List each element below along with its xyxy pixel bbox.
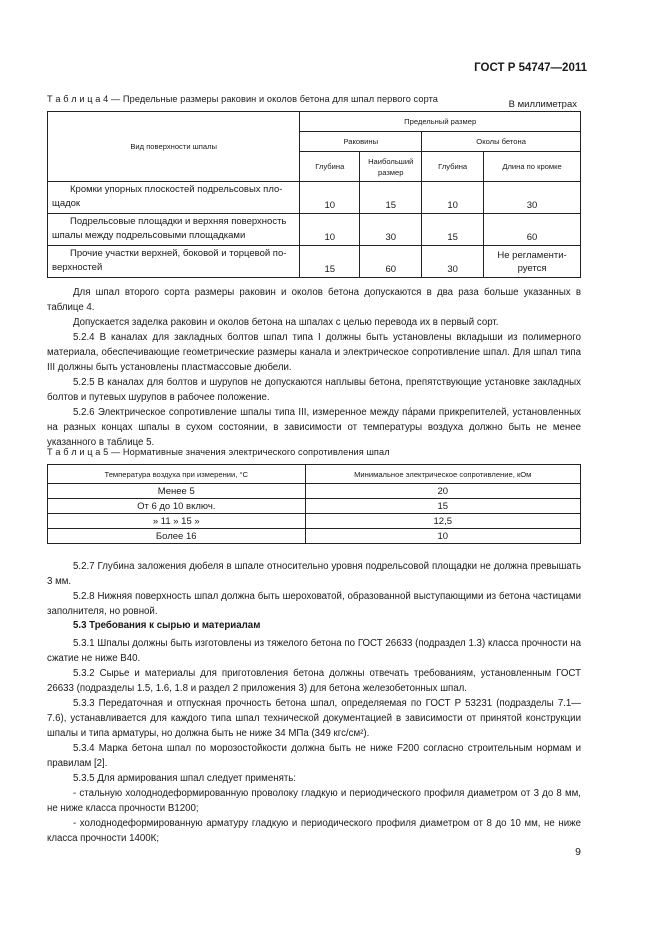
table4-header-maxsize: Наибольший размер <box>360 152 422 182</box>
paragraph: 5.3.5 Для армирования шпал следует применять: <box>73 773 297 784</box>
table-row <box>48 484 581 499</box>
list-item: - стальную холоднодеформированную проволоку гладкую и периодического профиля диаметром от 3 до 8 мм, не ниже класса прочности В1200; <box>47 788 581 814</box>
table-row <box>48 182 581 214</box>
table-row <box>48 246 581 278</box>
table4-row-label: Кромки упорных плоскостей подрельсовых пло- щадок <box>48 182 300 214</box>
table4-header-surface: Вид поверхности шпалы <box>48 112 300 182</box>
table4-header-depth1: Глубина <box>300 152 360 182</box>
paragraph: 5.3.2 Сырье и материалы для приготовления бетона должны отвечать требованиям, установленным ГОСТ 26633 (подразделы 1.5, 1.6, 1.8 и раздел 2 приложения 3) для бетона железобетонных шпал. <box>47 668 581 694</box>
table4-caption: Т а б л и ц а 4 — Предельные размеры раковин и околов бетона для шпал первого сорта <box>47 94 438 104</box>
table4-cell: 10 <box>300 182 360 214</box>
table4 <box>47 111 581 278</box>
table4-header-depth2: Глубина <box>422 152 484 182</box>
page-number: 9 <box>575 846 581 858</box>
table4-cell: 15 <box>422 214 484 246</box>
table5-temp: » 11 » 15 » <box>48 514 306 529</box>
paragraph: 5.2.8 Нижняя поверхность шпал должна быть шероховатой, образованной выступающими из бетона частицами заполнителя, но ровной. <box>47 591 581 617</box>
text-block-3 <box>47 636 581 846</box>
table4-cell: Не регламенти-руется <box>484 246 581 278</box>
table5-temp: Менее 5 <box>48 484 306 499</box>
list-item: - холоднодеформированную арматуру гладкую и периодического профиля диаметром от 8 до 10 мм, не ниже класса прочности 1400К; <box>47 818 581 844</box>
section-title: 5.3 Требования к сырью и материалам <box>73 620 261 631</box>
table-row <box>48 214 581 246</box>
table4-cell: 60 <box>484 214 581 246</box>
table4-row-label: Прочие участки верхней, боковой и торцевой по- верхностей <box>48 246 300 278</box>
table-row <box>48 499 581 514</box>
paragraph: 5.3.4 Марка бетона шпал по морозостойкости должна быть не ниже F200 согласно строительным нормам и правилам [2]. <box>47 743 581 769</box>
table5-temp: Более 16 <box>48 529 306 544</box>
table5-resist: 20 <box>305 484 581 499</box>
paragraph: 5.3.1 Шпалы должны быть изготовлены из тяжелого бетона по ГОСТ 26633 (подраздел 1.3) класса прочности на сжатие не ниже В40. <box>47 638 581 664</box>
table4-cell: 15 <box>300 246 360 278</box>
text-block-1 <box>47 285 581 450</box>
table5-header-temp: Температура воздуха при измерении, °С <box>48 465 306 484</box>
table4-header-chips: Околы бетона <box>422 132 581 152</box>
table5-resist: 15 <box>305 499 581 514</box>
table5-resist: 10 <box>305 529 581 544</box>
table4-row-label: Подрельсовые площадки и верхняя поверхность шпалы между подрельсовыми площадками <box>48 214 300 246</box>
table4-header-limit: Предельный размер <box>300 112 581 132</box>
paragraph: Допускается заделка раковин и околов бетона на шпалах с целью перевода их в первый сорт. <box>73 317 499 328</box>
paragraph: 5.2.4 В каналах для закладных болтов шпал типа I должны быть установлены вкладыши из полимерного материала, обеспечивающие геометрические размеры канала и электрическое сопротивление шпал. Для шпал типа III должны быть установлены пластмассовые дюбели. <box>47 332 581 373</box>
text-block-2 <box>47 559 581 619</box>
table5-header-resist: Минимальное электрическое сопротивление, кОм <box>305 465 581 484</box>
paragraph: Для шпал второго сорта размеры раковин и околов бетона допускаются в два раза больше указанных в таблице 4. <box>47 287 581 313</box>
table4-cell: 15 <box>360 182 422 214</box>
table4-header-edge-length: Длина по кромке <box>484 152 581 182</box>
paragraph: 5.2.5 В каналах для болтов и шурупов не допускаются наплывы бетона, препятствующие установке закладных болтов и путевых шурупов в рабочее положение. <box>47 377 581 403</box>
table4-cell: 30 <box>422 246 484 278</box>
paragraph: 5.3.3 Передаточная и отпускная прочность бетона шпал, определяемая по ГОСТ Р 53231 (подразделы 7.1—7.6), устанавливается для каждого типа шпал технической документацией в зависимости от принятой конструкции шпалы и типа арматуры, но должна быть не ниже 34 МПа (349 кгс/см²). <box>47 698 581 739</box>
section-heading-block <box>47 618 581 633</box>
table5-resist: 12,5 <box>305 514 581 529</box>
table4-cell: 30 <box>484 182 581 214</box>
table4-header-cavities: Раковины <box>300 132 422 152</box>
table5-temp: От 6 до 10 включ. <box>48 499 306 514</box>
table4-cell: 10 <box>422 182 484 214</box>
table-row <box>48 529 581 544</box>
table4-cell: 30 <box>360 214 422 246</box>
table4-units: В миллиметрах <box>508 99 577 110</box>
table5 <box>47 464 581 544</box>
paragraph: 5.2.6 Электрическое сопротивление шпалы типа III, измеренное между пáрами прикрепителей, установленных на разных концах шпалы в сухом состоянии, в зависимости от температуры воздуха должно быть не менее указанного в таблице 5. <box>47 407 581 448</box>
paragraph: 5.2.7 Глубина заложения дюбеля в шпале относительно уровня подрельсовой площадки не должна превышать 3 мм. <box>47 561 581 587</box>
table5-caption: Т а б л и ц а 5 — Нормативные значения электрического сопротивления шпал <box>47 447 390 457</box>
table-row <box>48 514 581 529</box>
table4-cell: 60 <box>360 246 422 278</box>
table4-cell: 10 <box>300 214 360 246</box>
standard-code: ГОСТ Р 54747—2011 <box>474 62 587 74</box>
